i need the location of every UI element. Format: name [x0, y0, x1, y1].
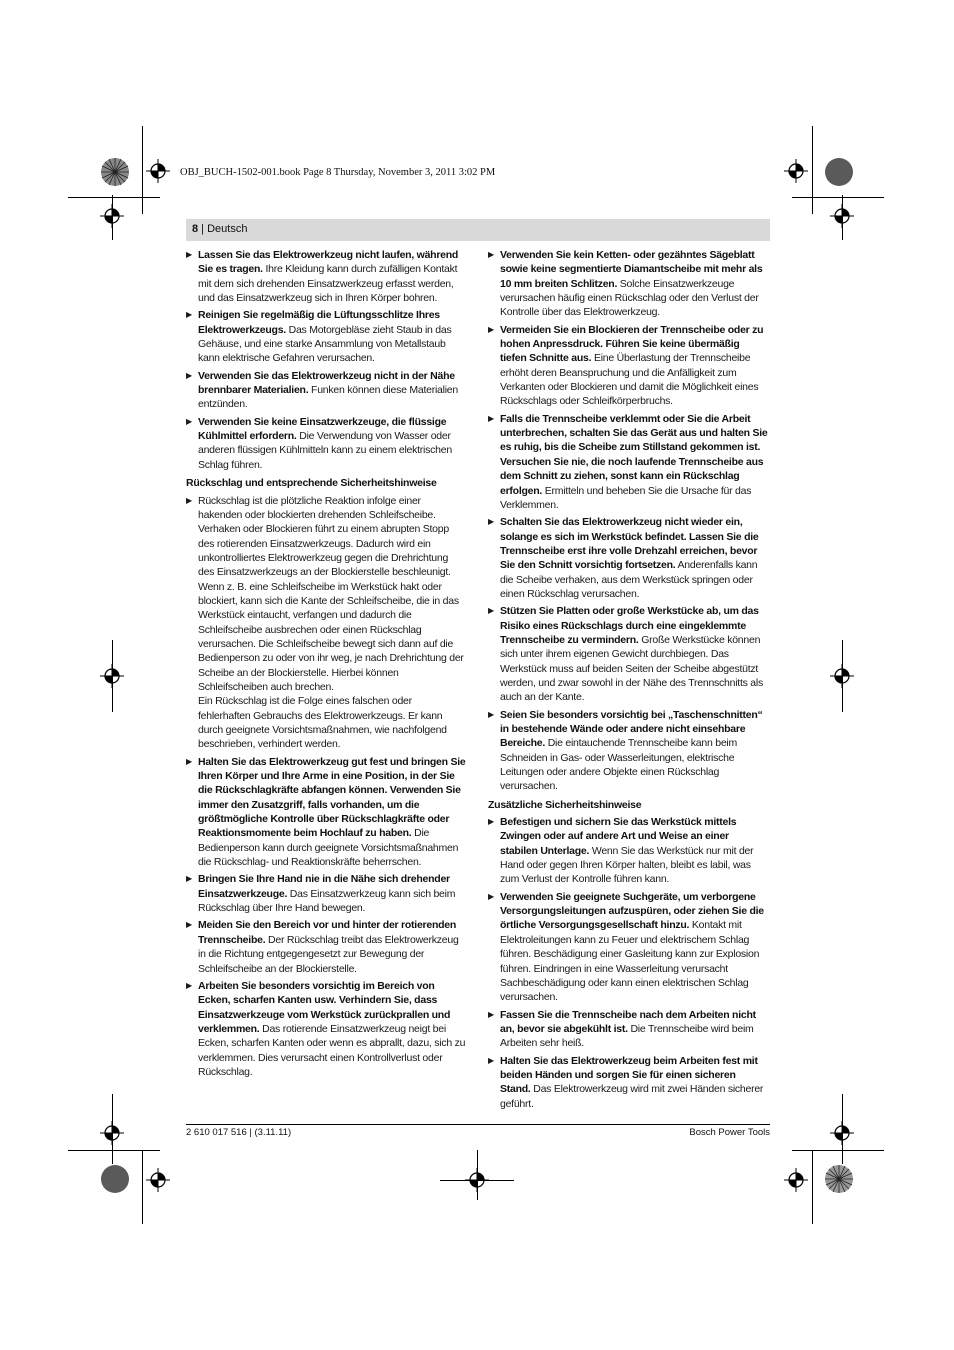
safety-item-text: Kontakt mit Elektroleitungen kann zu Feuer und elektrischem Schlag führen. Beschädigung einer Gasleitung kann zur Explosion führen. Eindringen in eine Wasserleitung verursacht Sachbeschädigung oder kann einen elektrischen Schlag verursachen. [500, 919, 760, 1004]
triangle-right-icon: ▶ [186, 980, 192, 990]
crosshair-icon [830, 204, 854, 228]
safety-item-text: Die Trennscheibe wird beim Arbeiten sehr heiß. [500, 1022, 754, 1050]
safety-item-bold: Arbeiten Sie besonders vorsichtig im Bereich von Ecken, scharfen Kanten usw. Verhindern Sie, dass Einsatzwerkzeuge vom Werkstück zurückprallen und verklemmen. [198, 979, 451, 1035]
safety-item [488, 248, 768, 320]
crop-line [142, 126, 143, 214]
safety-item-bold: Fassen Sie die Trennscheibe nach dem Arbeiten nicht an, bevor sie abgekühlt ist. [500, 1008, 756, 1035]
safety-item-bold: Vermeiden Sie ein Blockieren der Trennscheibe oder zu hohen Anpressdruck. Führen Sie keine übermäßig tiefen Schnitte aus. [500, 323, 764, 365]
safety-item-text: Anderenfalls kann die Scheibe verhaken, aus dem Werkstück springen oder einen Rückschlag verursachen. [500, 559, 758, 600]
safety-item [488, 604, 768, 704]
safety-item-bold: Verwenden Sie kein Ketten- oder gezähntes Sägeblatt sowie keine segmentierte Diamantscheibe mit mehr als 10 mm breiten Schlitzen. [500, 249, 763, 290]
safety-item-text: Funken können diese Materialien entzünden. [198, 384, 458, 411]
triangle-right-icon: ▶ [488, 517, 494, 527]
crosshair-icon [100, 204, 124, 228]
safety-item [488, 323, 768, 409]
triangle-right-icon: ▶ [186, 310, 192, 320]
safety-item-text: Solche Einsatzwerkzeuge verursachen häufig einen Rückschlag oder den Verlust der Kontrolle über das Elektrowerkzeug. [500, 277, 759, 319]
crosshair-icon [830, 1121, 854, 1145]
section-heading-kickback: Rückschlag und entsprechende Sicherheitshinweise [186, 477, 437, 490]
safety-item-text: Die Bedienperson kann durch geeignete Vorsichtsmaßnahmen die Rückschlag- und Reaktionskräfte beherrschen. [198, 827, 459, 869]
safety-item [186, 308, 466, 365]
safety-item-bold: Verwenden Sie das Elektrowerkzeug nicht in der Nähe brennbarer Materialien. [198, 369, 455, 397]
safety-item-text: Die eintauchende Trennscheibe kann beim Schneiden in Gas- oder Wasserleitungen, elektrische Leitungen oder andere Objekte einen Rückschlag verursachen. [500, 737, 737, 793]
safety-item-text: Das Einsatzwerkzeug kann sich beim Rückschlag über Ihre Hand bewegen. [198, 887, 456, 915]
crop-line [792, 1150, 884, 1151]
starburst-dot-icon [824, 1164, 854, 1194]
safety-item-bold: Bringen Sie Ihre Hand nie in die Nähe sich drehender Einsatzwerkzeuge. [198, 873, 450, 900]
safety-item-text: Das Motorgebläse zieht Staub in das Gehäuse, und eine starke Ansammlung von Metallstaub kann elektrische Gefahren verursachen. [198, 323, 452, 365]
triangle-right-icon: ▶ [488, 709, 494, 719]
crosshair-icon [100, 664, 124, 688]
triangle-right-icon: ▶ [186, 370, 192, 380]
triangle-right-icon: ▶ [488, 1009, 494, 1019]
safety-item [186, 918, 466, 975]
safety-item [186, 415, 466, 472]
triangle-right-icon: ▶ [488, 250, 494, 259]
kickback-paragraph: Rückschlag ist die plötzliche Reaktion infolge einer hakenden oder blockierten drehenden Schleifscheibe. Verhaken oder Blockieren führt zu einem abrupten Stopp des rotierenden Einsatzwerkzeugs. Dadurch wird ein unkontrolliertes Elektrowerkzeug gegen die Drehrichtung des Einsatzwerkzeugs an der Blockierstelle beschleunigt. [198, 494, 451, 579]
safety-item-text: Wenn Sie das Werkstück nur mit der Hand oder gegen Ihren Körper halten, bleibt es labil, was zum Verlust der Kontrolle führen kann. [500, 844, 754, 886]
triangle-right-icon: ▶ [186, 874, 192, 884]
kickback-paragraph: Wenn z. B. eine Schleifscheibe im Werkstück hakt oder blockiert, kann sich die Kante der Schleifscheibe, die in das Werkstück eintaucht, verfangen und dadurch die Schleifscheibe ausbrechen oder einen Rückschlag verursachen. Die Schleifscheibe bewegt sich dann auf die Bedienperson zu oder von ihr weg, je nach Drehrichtung der Scheibe an der Blockierstelle. Hierbei können Schleifscheiben auch brechen. [198, 580, 464, 693]
safety-item-bold: Stützen Sie Platten oder große Werkstücke ab, um das Risiko eines Rückschlags durch eine eingeklemmte Trennscheibe zu vermindern. [500, 605, 759, 646]
left-column [186, 248, 466, 1082]
triangle-right-icon: ▶ [186, 416, 192, 426]
safety-item-text: Der Rückschlag treibt das Elektrowerkzeug in die Richtung entgegengesetzt zur Bewegung der Schleifscheibe an der Blockierstelle. [198, 933, 459, 975]
safety-item [186, 872, 466, 915]
triangle-right-icon: ▶ [186, 920, 192, 930]
crop-line [142, 1150, 143, 1224]
footer-rule [186, 1124, 770, 1125]
safety-item [488, 1008, 768, 1051]
safety-item-bold: Lassen Sie das Elektrowerkzeug nicht laufen, während Sie es tragen. [198, 249, 459, 276]
safety-item [488, 815, 768, 887]
safety-item-bold: Verwenden Sie geeignete Suchgeräte, um verborgene Versorgungsleitungen aufzuspüren, oder ziehen Sie die örtliche Versorgungsgesellschaft hinzu. [500, 890, 764, 932]
crop-line [68, 197, 160, 198]
safety-item-bold: Verwenden Sie keine Einsatzwerkzeuge, die flüssige Kühlmittel erfordern. [198, 415, 447, 443]
triangle-right-icon: ▶ [488, 817, 494, 827]
safety-item-bold: Befestigen und sichern Sie das Werkstück mittels Zwingen oder auf andere Art und Weise an einer stabilen Unterlage. [500, 816, 737, 857]
safety-item-text: Große Werkstücke können sich unter ihrem eigenen Gewicht durchbiegen. Das Werkstück muss auf beiden Seiten der Scheibe abgestützt werden, und zwar sowohl in der Nähe des Trennschnitts als auch an der Kante. [500, 633, 763, 704]
safety-item-bold: Schalten Sie das Elektrowerkzeug nicht wieder ein, solange es sich im Werkstück befindet. Lassen Sie die Trennscheibe erst ihre volle Drehzahl erreichen, bevor Sie den Schnitt vorsichtig fortsetzen. [500, 516, 759, 572]
kickback-paragraph: Ein Rückschlag ist die Folge eines falschen oder fehlerhaften Gebrauchs des Elektrowerkzeugs. Er kann durch geeignete Vorsichtsmaßnahmen, wie nachfolgend beschrieben, verhindert werden. [198, 695, 447, 751]
triangle-right-icon: ▶ [488, 1055, 494, 1065]
section-heading-additional: Zusätzliche Sicherheitshinweise [488, 798, 642, 811]
kickback-explanation [186, 494, 466, 752]
crosshair-icon [146, 159, 170, 183]
safety-item [488, 515, 768, 601]
crosshair-icon [830, 664, 854, 688]
safety-item-bold: Reinigen Sie regelmäßig die Lüftungsschlitze Ihres Elektrowerkzeugs. [198, 309, 440, 336]
crop-line [792, 197, 884, 198]
header-separator: | [198, 223, 208, 235]
header-language: Deutsch [207, 223, 248, 235]
safety-item [488, 1054, 768, 1111]
safety-item [186, 755, 466, 870]
safety-item [186, 979, 466, 1079]
safety-item [488, 890, 768, 1005]
starburst-dot-icon [100, 157, 130, 187]
safety-item-text: Das rotierende Einsatzwerkzeug neigt bei Ecken, scharfen Kanten oder wenn es abprallt, dazu, sich zu verklemmen. Dies verursacht einen Kontrollverlust oder Rückschlag. [198, 1022, 466, 1078]
triangle-right-icon: ▶ [488, 606, 494, 616]
crop-line [812, 1150, 813, 1224]
starburst-dot-icon [824, 157, 854, 187]
crosshair-icon [146, 1168, 170, 1192]
safety-item-bold: Meiden Sie den Bereich vor und hinter der rotierenden Trennscheibe. [198, 919, 457, 946]
safety-item-bold: Halten Sie das Elektrowerkzeug beim Arbeiten fest mit beiden Händen und sorgen Sie für einen sicheren Stand. [500, 1054, 758, 1096]
safety-item-bold: Halten Sie das Elektrowerkzeug gut fest und bringen Sie Ihren Körper und Ihre Arme in eine Position, in der Sie die Rückschlagkräfte abfangen können. Verwenden Sie immer den Zusatzgriff, falls vorhanden, um die größtmögliche Kontrolle über Rückschlagkräfte oder Reaktionsmomente beim Hochlauf zu haben. [198, 755, 466, 840]
crosshair-icon [784, 159, 808, 183]
safety-item-bold: Falls die Trennscheibe verklemmt oder Sie die Arbeit unterbrechen, schalten Sie das Gerät aus und halten Sie es ruhig, bis die Scheibe zum Stillstand gekommen ist. Versuchen Sie nie, die noch laufende Trennscheibe aus dem Schnitt zu ziehen, sonst kann ein Rückschlag erfolgen. [500, 412, 768, 497]
safety-item-text: Die Verwendung von Wasser oder anderen flüssigen Kühlmitteln kann zu einem elektrischen Schlag führen. [198, 430, 452, 471]
book-info-line: OBJ_BUCH-1502-001.book Page 8 Thursday, November 3, 2011 3:02 PM [180, 167, 496, 178]
crop-line [812, 126, 813, 214]
crop-line [477, 1150, 478, 1200]
safety-item [488, 708, 768, 794]
safety-item-bold: Seien Sie besonders vorsichtig bei „Taschenschnitten“ in bestehende Wände oder andere nicht einsehbare Bereiche. [500, 708, 763, 750]
page-header [192, 223, 247, 235]
page-header-band [186, 219, 770, 241]
crop-line [68, 1150, 160, 1151]
safety-item [186, 369, 466, 412]
triangle-right-icon: ▶ [488, 891, 494, 901]
crosshair-icon [100, 1121, 124, 1145]
triangle-right-icon: ▶ [186, 250, 192, 259]
safety-item [186, 248, 466, 305]
safety-item-text: Das Elektrowerkzeug wird mit zwei Händen sicherer geführt. [500, 1083, 764, 1110]
footer-brand: Bosch Power Tools [689, 1127, 770, 1138]
page-number: 8 [192, 223, 199, 235]
footer-document-number: 2 610 017 516 | (3.11.11) [186, 1127, 292, 1138]
starburst-dot-icon [100, 1164, 130, 1194]
crosshair-icon [784, 1168, 808, 1192]
safety-item [488, 412, 768, 512]
safety-item-text: Ihre Kleidung kann durch zufälligen Kontakt mit dem sich drehenden Einsatzwerkzeug erfasst werden, und das Einsatzwerkzeug sich in Ihren Körper bohren. [198, 263, 458, 305]
right-column [488, 248, 768, 1114]
triangle-right-icon: ▶ [186, 495, 192, 505]
safety-item-text: Ermitteln und beheben Sie die Ursache für das Verklemmen. [500, 484, 752, 511]
triangle-right-icon: ▶ [186, 756, 192, 766]
triangle-right-icon: ▶ [488, 324, 494, 334]
safety-item-text: Eine Überlastung der Trennscheibe erhöht deren Beanspruchung und die Anfälligkeit zum Verkanten oder Blockieren und damit die Möglichkeit eines Rückschlags oder Schleifkörperbruchs. [500, 352, 759, 408]
triangle-right-icon: ▶ [488, 413, 494, 423]
